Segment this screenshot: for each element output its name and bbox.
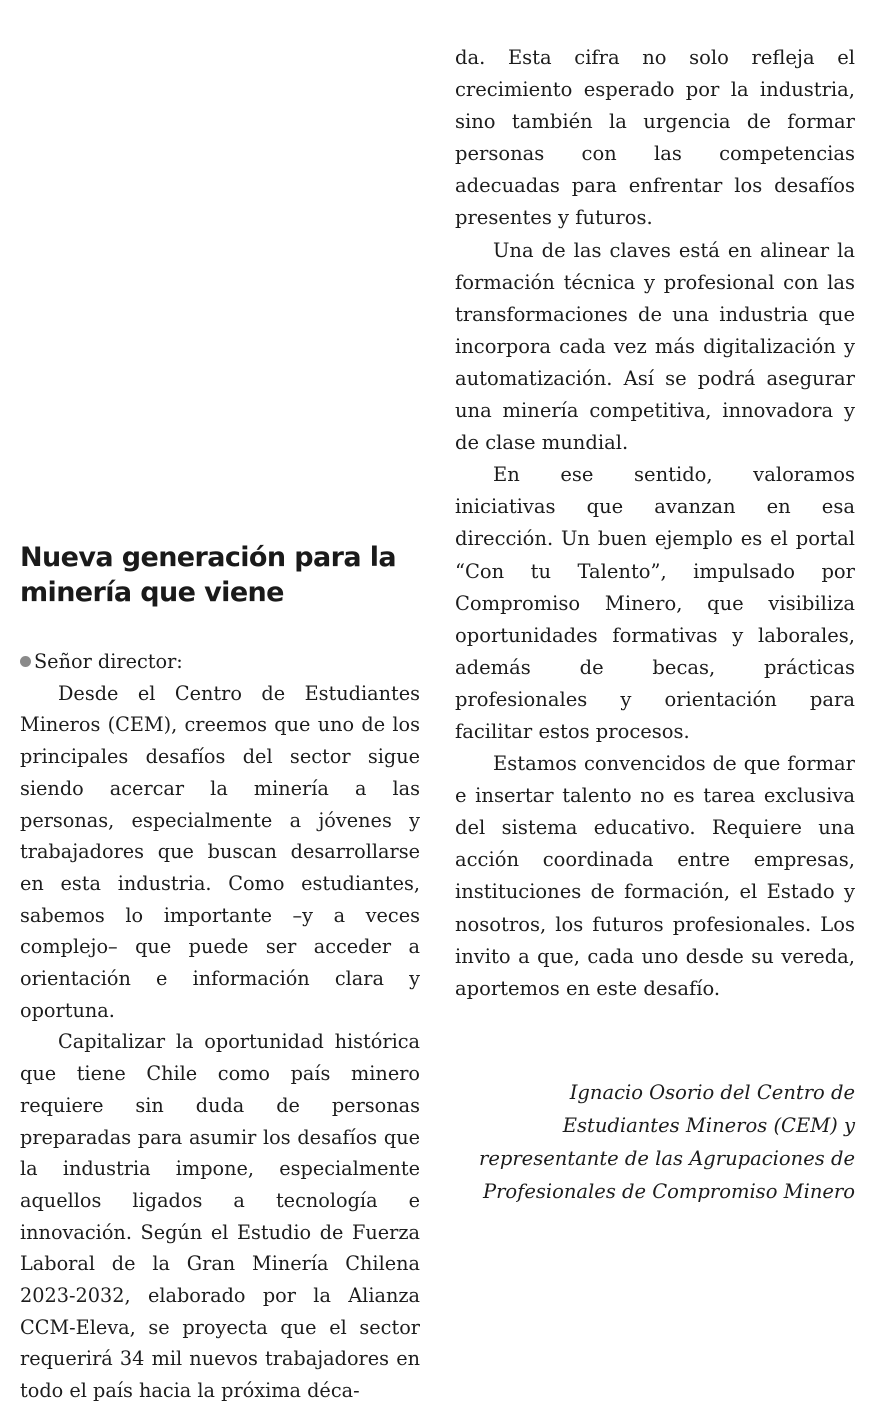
paragraph-4: En ese sentido, valoramos iniciativas que avanzan en esa dirección. Un buen ejemplo es el portal “Con tu Talento”, impulsado por Compromiso Minero, que visibiliza oportunidades formativas y laborales, además de becas, prácticas profesionales y orientación para facilitar estos procesos. [455, 463, 855, 743]
right-column [455, 42, 855, 1005]
left-column [20, 646, 420, 1407]
paragraph-2: Capitalizar la oportunidad histórica que tiene Chile como país minero requiere sin duda de personas preparadas para asumir los desafíos que la industria impone, especialmente aquellos ligados a tecnología e innovación. Según el Estudio de Fuerza Laboral de la Gran Minería Chilena 2023-2032, elaborado por la Alianza CCM-Eleva, se proyecta que el sector requerirá 34 mil nuevos trabajadores en todo el país hacia la próxima déca- [20, 1030, 420, 1403]
letter-headline: Nueva generación para la minería que viene [20, 542, 397, 608]
salutation-line [20, 646, 420, 678]
salutation: Señor director: [34, 650, 183, 673]
paragraph-5: Estamos convencidos de que formar e insertar talento no es tarea exclusiva del sistema educativo. Requiere una acción coordinada entre empresas, instituciones de formación, el Estado y nosotros, los futuros profesionales. Los invito a que, cada uno desde su vereda, aportemos en este desafío. [455, 752, 855, 1000]
paragraph-2-continuation: da. Esta cifra no solo refleja el crecimiento esperado por la industria, sino también la urgencia de formar personas con las competencias adecuadas para enfrentar los desafíos presentes y futuros. [455, 46, 855, 230]
paragraph-1: Desde el Centro de Estudiantes Mineros (CEM), creemos que uno de los principales desafíos del sector sigue siendo acercar la minería a las personas, especialmente a jóvenes y trabajadores que buscan desarrollarse en esta industria. Como estudiantes, sabemos lo importante –y a veces complejo– que puede ser acceder a orientación e información clara y oportuna. [20, 681, 420, 1022]
letter-signature: Ignacio Osorio del Centro de Estudiantes Mineros (CEM) y representante de las Agrupaciones de Profesionales de Compromiso Minero [479, 1081, 855, 1203]
paragraph-3: Una de las claves está en alinear la formación técnica y profesional con las transformaciones de una industria que incorpora cada vez más digitalización y automatización. Así se podrá asegurar una minería competitiva, innovadora y de clase mundial. [455, 238, 855, 455]
bullet-icon [20, 656, 31, 667]
